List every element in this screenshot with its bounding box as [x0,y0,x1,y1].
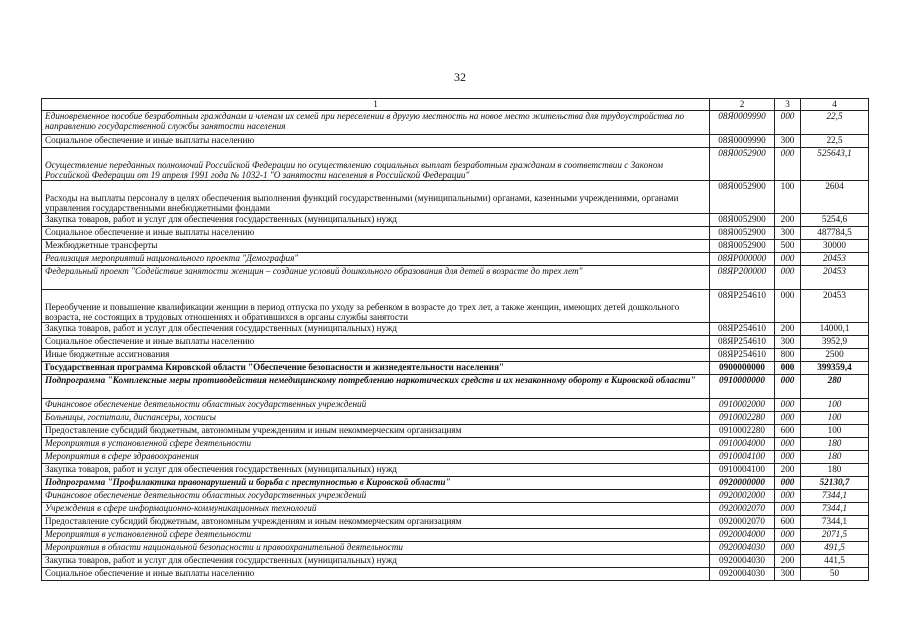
table-row [42,568,869,581]
row-type-cell: 300 [775,336,801,349]
row-type-cell: 200 [775,464,801,477]
row-code-cell: 08ЯР000000 [710,253,775,266]
row-amount-cell: 14000,1 [801,323,869,336]
table-row [42,253,869,266]
table-row [42,503,869,516]
row-type-cell: 200 [775,555,801,568]
row-name-cell: Учреждения в сфере информационно-коммуникационных технологий [42,503,710,516]
row-code-cell: 0910004100 [710,451,775,464]
row-amount-cell: 399359,4 [801,362,869,375]
row-amount-cell: 487784,5 [801,227,869,240]
row-amount-cell: 50 [801,568,869,581]
row-name-cell: Подпрограмма "Комплексные меры противодействия немедицинскому потреблению наркотических средств и их незаконному обороту в Кировской области" [42,375,710,399]
row-name-cell: Финансовое обеспечение деятельности областных государственных учреждений [42,399,710,412]
row-type-cell: 000 [775,362,801,375]
row-name-cell: Закупка товаров, работ и услуг для обеспечения государственных (муниципальных) нужд [42,464,710,477]
row-type-cell: 200 [775,323,801,336]
row-code-cell: 0920002000 [710,490,775,503]
row-amount-cell: 7344,1 [801,490,869,503]
row-amount-cell: 100 [801,399,869,412]
row-type-cell: 600 [775,516,801,529]
budget-table [41,98,869,581]
row-code-cell: 08ЯР254610 [710,336,775,349]
header-cell-amount: 4 [801,99,869,111]
row-name-cell: Единовременное пособие безработным гражданам и членам их семей при переселении в другую местность на новое место жительства для трудоустройства по направлению государственной службы занятости населения [42,111,710,135]
table-row [42,148,869,181]
row-code-cell: 0910002280 [710,412,775,425]
header-cell-name: 1 [42,99,710,111]
table-row [42,412,869,425]
row-amount-cell: 2500 [801,349,869,362]
row-type-cell: 000 [775,290,801,323]
header-cell-code: 2 [710,99,775,111]
row-amount-cell: 180 [801,451,869,464]
table-row [42,135,869,148]
row-name-cell: Предоставление субсидий бюджетным, автономным учреждениям и иным некоммерческим организациям [42,425,710,438]
row-type-cell: 000 [775,503,801,516]
row-amount-cell: 20453 [801,266,869,290]
row-name-cell: Социальное обеспечение и иные выплаты населению [42,336,710,349]
row-name-cell: Государственная программа Кировской области "Обеспечение безопасности и жизнедеятельности населения" [42,362,710,375]
row-name-cell: Расходы на выплаты персоналу в целях обеспечения выполнения функций государственными (муниципальными) органами, казенными учреждениями, органами управления государственными внебюджетными фондами [42,181,710,214]
row-amount-cell: 2071,5 [801,529,869,542]
table-row [42,516,869,529]
row-amount-cell: 7344,1 [801,503,869,516]
row-amount-cell: 100 [801,425,869,438]
table-row [42,266,869,290]
row-amount-cell: 52130,7 [801,477,869,490]
row-type-cell: 100 [775,181,801,214]
table-row [42,240,869,253]
table-row [42,336,869,349]
row-name-cell: Осуществление переданных полномочий Российской Федерации по осуществлению социальных выплат безработным гражданам в соответствии с Законом Российской Федерации от 19 апреля 1991 года № 1032-1 "О занятости населения в Российской Федерации" [42,148,710,181]
row-type-cell: 000 [775,438,801,451]
row-code-cell: 08Я0052900 [710,227,775,240]
row-amount-cell: 20453 [801,253,869,266]
row-amount-cell: 20453 [801,290,869,323]
row-name-cell: Мероприятия в установленной сфере деятельности [42,438,710,451]
row-type-cell: 600 [775,425,801,438]
row-type-cell: 000 [775,477,801,490]
row-code-cell: 0910002000 [710,399,775,412]
row-name-cell: Больницы, госпитали, диспансеры, хосписы [42,412,710,425]
table-row [42,399,869,412]
table-row [42,290,869,323]
row-name-cell: Реализация мероприятий национального проекта "Демография" [42,253,710,266]
row-amount-cell: 2604 [801,181,869,214]
row-type-cell: 500 [775,240,801,253]
row-code-cell: 0920004000 [710,529,775,542]
row-name-cell: Федеральный проект "Содействие занятости женщин – создание условий дошкольного образования для детей в возрасте до трех лет" [42,266,710,290]
table-row [42,425,869,438]
row-code-cell: 08Я0052900 [710,181,775,214]
row-name-cell: Межбюджетные трансферты [42,240,710,253]
row-amount-cell: 525643,1 [801,148,869,181]
row-amount-cell: 22,5 [801,111,869,135]
table-row [42,438,869,451]
table-row [42,464,869,477]
row-code-cell: 08Я0052900 [710,148,775,181]
table-row [42,214,869,227]
row-type-cell: 000 [775,148,801,181]
table-row [42,451,869,464]
table-row [42,542,869,555]
row-code-cell: 08Я0009990 [710,111,775,135]
row-name-cell: Закупка товаров, работ и услуг для обеспечения государственных (муниципальных) нужд [42,555,710,568]
row-amount-cell: 180 [801,464,869,477]
row-type-cell: 800 [775,349,801,362]
row-code-cell: 08ЯР254610 [710,290,775,323]
table-header-row [42,99,869,111]
row-name-cell: Финансовое обеспечение деятельности областных государственных учреждений [42,490,710,503]
row-code-cell: 0910000000 [710,375,775,399]
row-amount-cell: 5254,6 [801,214,869,227]
row-amount-cell: 491,5 [801,542,869,555]
row-type-cell: 000 [775,451,801,464]
row-amount-cell: 441,5 [801,555,869,568]
budget-table-body [42,99,869,581]
table-row [42,375,869,399]
row-amount-cell: 180 [801,438,869,451]
row-code-cell: 0910004000 [710,438,775,451]
table-row [42,555,869,568]
row-code-cell: 0910002280 [710,425,775,438]
row-code-cell: 0910004100 [710,464,775,477]
row-code-cell: 08Я0052900 [710,240,775,253]
row-type-cell: 000 [775,253,801,266]
row-amount-cell: 7344,1 [801,516,869,529]
row-code-cell: 0920002070 [710,503,775,516]
row-code-cell: 0920000000 [710,477,775,490]
row-amount-cell: 100 [801,412,869,425]
row-type-cell: 300 [775,135,801,148]
row-name-cell: Подпрограмма "Профилактика правонарушений и борьба с преступностью в Кировской области" [42,477,710,490]
table-row [42,111,869,135]
row-type-cell: 000 [775,542,801,555]
table-row [42,349,869,362]
row-amount-cell: 280 [801,375,869,399]
row-type-cell: 000 [775,375,801,399]
header-cell-type: 3 [775,99,801,111]
row-amount-cell: 30000 [801,240,869,253]
row-name-cell: Мероприятия в сфере здравоохранения [42,451,710,464]
row-name-cell: Социальное обеспечение и иные выплаты населению [42,568,710,581]
row-type-cell: 200 [775,214,801,227]
table-row [42,181,869,214]
row-type-cell: 000 [775,266,801,290]
row-code-cell: 08ЯР200000 [710,266,775,290]
row-code-cell: 08Я0052900 [710,214,775,227]
table-row [42,529,869,542]
row-type-cell: 000 [775,399,801,412]
row-type-cell: 000 [775,111,801,135]
row-name-cell: Социальное обеспечение и иные выплаты населению [42,227,710,240]
row-type-cell: 300 [775,568,801,581]
row-type-cell: 300 [775,227,801,240]
row-type-cell: 000 [775,490,801,503]
table-row [42,362,869,375]
row-amount-cell: 3952,9 [801,336,869,349]
row-code-cell: 0920004030 [710,542,775,555]
row-code-cell: 08Я0009990 [710,135,775,148]
row-amount-cell: 22,5 [801,135,869,148]
row-code-cell: 08ЯР254610 [710,323,775,336]
row-code-cell: 0920004030 [710,555,775,568]
row-name-cell: Иные бюджетные ассигнования [42,349,710,362]
table-row [42,323,869,336]
table-row [42,477,869,490]
row-code-cell: 0920002070 [710,516,775,529]
row-name-cell: Предоставление субсидий бюджетным, автономным учреждениям и иным некоммерческим организациям [42,516,710,529]
page-number: 32 [454,70,466,84]
table-row [42,490,869,503]
row-type-cell: 000 [775,412,801,425]
row-name-cell: Мероприятия в области национальной безопасности и правоохранительной деятельности [42,542,710,555]
row-name-cell: Закупка товаров, работ и услуг для обеспечения государственных (муниципальных) нужд [42,323,710,336]
row-type-cell: 000 [775,529,801,542]
row-name-cell: Мероприятия в установленной сфере деятельности [42,529,710,542]
table-row [42,227,869,240]
row-code-cell: 0920004030 [710,568,775,581]
row-name-cell: Переобучение и повышение квалификации женщин в период отпуска по уходу за ребенком в возрасте до трех лет, а также женщин, имеющих детей дошкольного возраста, не состоящих в трудовых отношениях и обратившихся в органы службы занятости [42,290,710,323]
row-code-cell: 0900000000 [710,362,775,375]
row-name-cell: Социальное обеспечение и иные выплаты населению [42,135,710,148]
row-code-cell: 08ЯР254610 [710,349,775,362]
row-name-cell: Закупка товаров, работ и услуг для обеспечения государственных (муниципальных) нужд [42,214,710,227]
